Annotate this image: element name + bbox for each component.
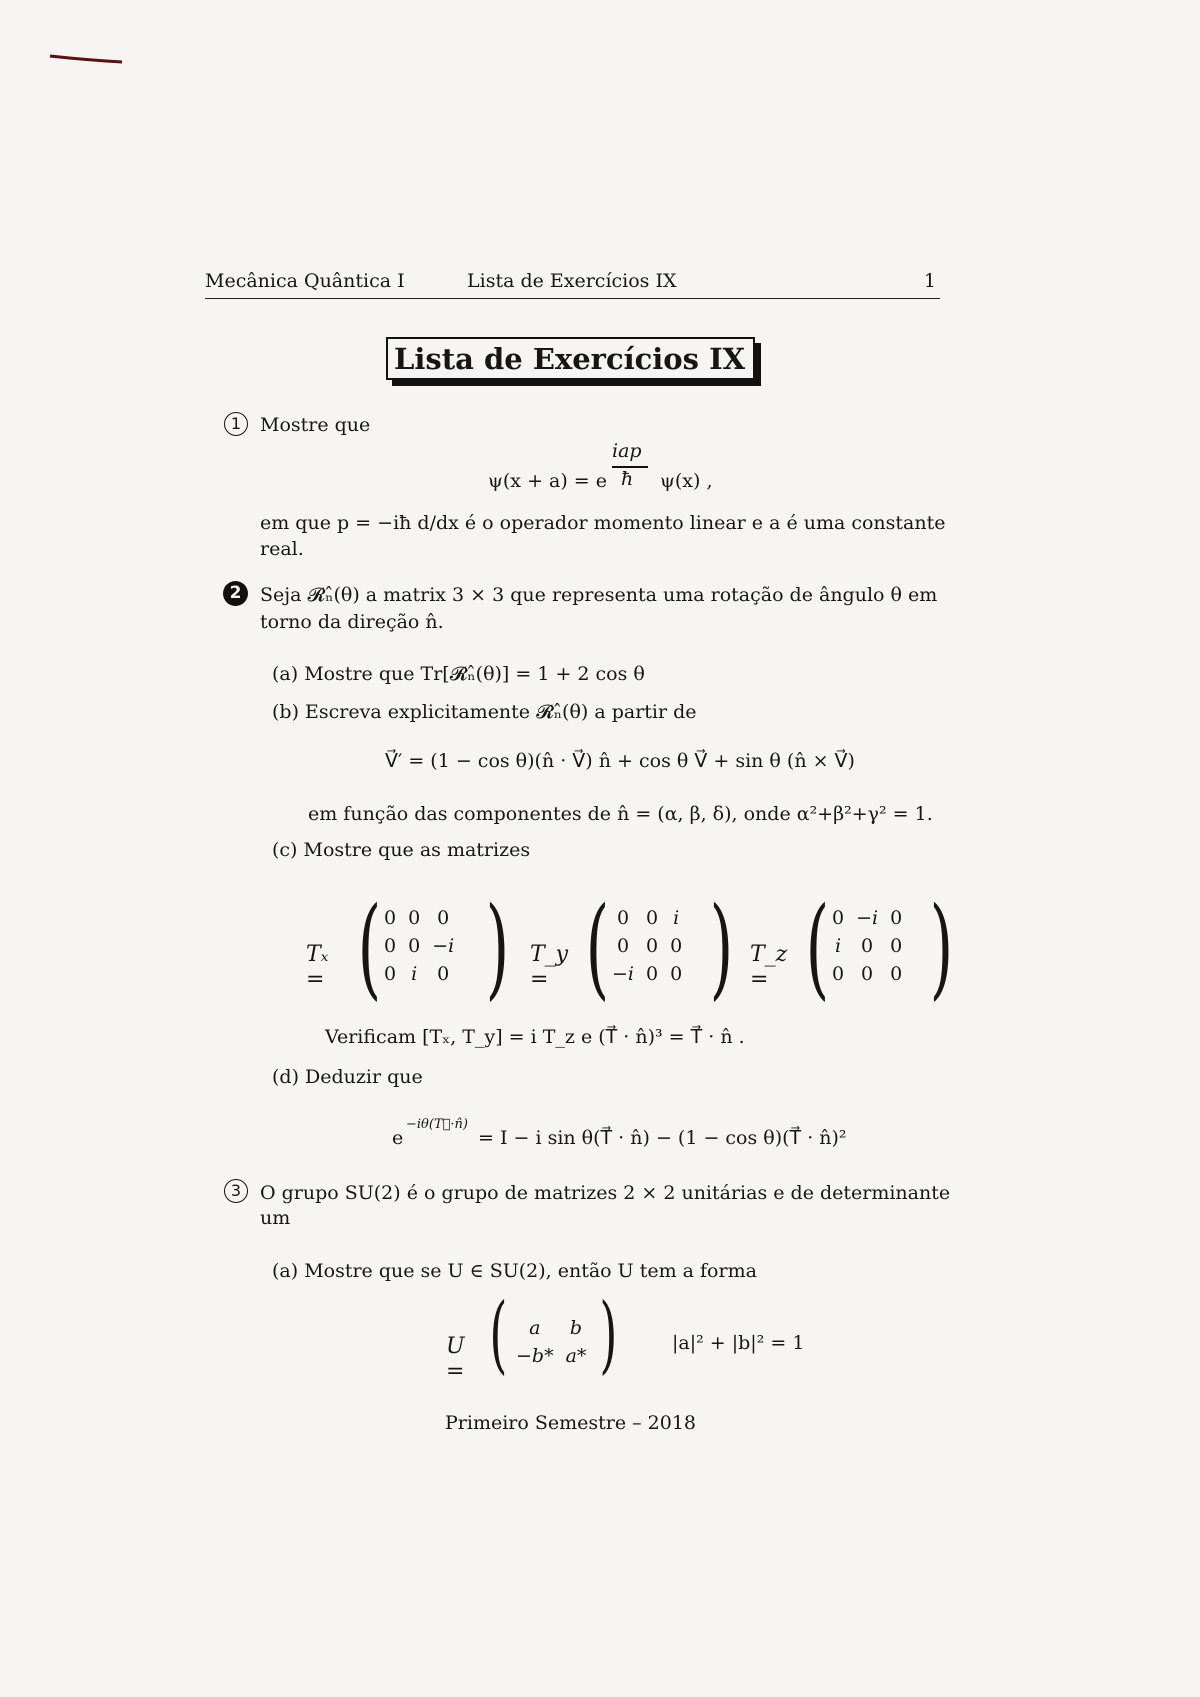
problem-2-rotation-formula: V⃗′ = (1 − cos θ)(n̂ · V⃗) n̂ + cos θ V⃗ + sin θ (n̂ × V⃗)	[385, 750, 855, 772]
pen-mark	[48, 52, 124, 66]
matrix-cell: 0	[890, 935, 903, 957]
matrix-cell: 0	[890, 907, 903, 929]
matrix-cell: 0	[646, 935, 659, 957]
matrix-cell: 0	[437, 907, 450, 929]
matrix-cell: a*	[565, 1345, 587, 1367]
matrix-Tz-right-paren: )	[929, 883, 954, 1011]
matrix-U-label: U =	[446, 1334, 465, 1384]
matrix-cell: −b*	[516, 1345, 554, 1367]
matrix-cell: a	[529, 1317, 541, 1339]
problem-2-exp-power: −iθ(T⃗·n̂)	[406, 1117, 468, 1132]
problem-1-number: 1	[224, 412, 248, 436]
page-footer: Primeiro Semestre – 2018	[445, 1412, 697, 1434]
problem-2-exp-base: e	[392, 1127, 404, 1149]
matrix-cell: b	[569, 1317, 583, 1339]
matrix-cell: i	[673, 907, 680, 929]
header-course: Mecânica Quântica I	[205, 270, 405, 292]
problem-2-exp-formula: = I − i sin θ(T⃗ · n̂) − (1 − cos θ)(T⃗ · n̂)²	[478, 1127, 847, 1149]
problem-3-number: 3	[224, 1179, 248, 1203]
problem-1-text-line2: real.	[260, 538, 304, 560]
matrix-cell: 0	[670, 935, 683, 957]
problem-3-line2: um	[260, 1207, 291, 1229]
problem-3-unit-condition: |a|² + |b|² = 1	[672, 1332, 805, 1354]
matrix-cell: 0	[670, 963, 683, 985]
matrix-Tz-grid	[826, 904, 908, 988]
matrix-cell: i	[835, 935, 842, 957]
matrix-cell: 0	[384, 963, 397, 985]
matrix-U-right-paren: )	[599, 1285, 618, 1383]
matrix-cell: 0	[616, 935, 630, 957]
matrix-Tx-left-paren: (	[357, 883, 382, 1011]
matrix-cell: 0	[616, 907, 630, 929]
matrix-Tx-label: Tₓ =	[306, 942, 329, 992]
page-header	[205, 266, 940, 299]
matrix-Ty-label: T_y =	[530, 942, 569, 992]
problem-3-line1: O grupo SU(2) é o grupo de matrizes 2 × 2 unitárias e de determinante	[260, 1182, 951, 1204]
problem-3-item-a: (a) Mostre que se U ∈ SU(2), então U tem a forma	[272, 1260, 757, 1282]
problem-2-line2: torno da direção n̂.	[260, 611, 444, 633]
matrix-U-grid	[510, 1314, 592, 1370]
problem-1-text-line1: em que p = −iħ d/dx é o operador momento linear e a é uma constante	[260, 512, 946, 534]
matrix-U-left-paren: (	[489, 1285, 508, 1383]
matrix-cell: 0	[384, 907, 397, 929]
matrix-cell: 0	[437, 963, 450, 985]
matrix-Tz-left-paren: (	[805, 883, 830, 1011]
problem-1-eq-left: ψ(x + a) = e	[488, 470, 608, 492]
problem-2-item-a: (a) Mostre que Tr[𝓡ₙ̂(θ)] = 1 + 2 cos θ	[272, 663, 645, 685]
page-title: Lista de Exercícios IX	[386, 337, 755, 380]
problem-2-item-b-text: em função das componentes de n̂ = (α, β, δ), onde α²+β²+γ² = 1.	[308, 803, 933, 825]
matrix-cell: 0	[408, 935, 421, 957]
problem-2-item-b: (b) Escreva explicitamente 𝓡ₙ̂(θ) a partir de	[272, 701, 697, 723]
matrix-Tx-grid	[378, 904, 460, 988]
problem-2-verify: Verificam [Tₓ, T_y] = i T_z e (T⃗ · n̂)³ = T⃗ · n̂ .	[325, 1026, 745, 1048]
matrix-Ty-grid	[606, 904, 688, 988]
header-list-title: Lista de Exercícios IX	[467, 270, 677, 292]
matrix-cell: 0	[890, 963, 903, 985]
matrix-Tz-label: T_z =	[750, 942, 788, 992]
matrix-cell: 0	[646, 907, 659, 929]
matrix-cell: −i	[856, 907, 879, 929]
problem-2-line1: Seja 𝓡ₙ̂(θ) a matrix 3 × 3 que representa uma rotação de ângulo θ em	[260, 584, 938, 606]
matrix-cell: 0	[408, 907, 421, 929]
problem-2-item-d: (d) Deduzir que	[272, 1066, 423, 1088]
problem-1-exponent-top: iap	[612, 440, 642, 462]
problem-1-eq-right: ψ(x) ,	[660, 470, 713, 492]
matrix-cell: i	[411, 963, 418, 985]
matrix-Ty-left-paren: (	[585, 883, 610, 1011]
problem-1-exponent-bottom: ħ	[621, 468, 634, 490]
matrix-Tx-right-paren: )	[485, 883, 510, 1011]
problem-2-number: 2	[223, 581, 248, 606]
matrix-cell: −i	[612, 963, 634, 985]
problem-2-item-c: (c) Mostre que as matrizes	[272, 839, 531, 861]
matrix-cell: −i	[432, 935, 455, 957]
matrix-cell: 0	[832, 907, 845, 929]
matrix-cell: 0	[832, 963, 845, 985]
matrix-cell: 0	[861, 935, 874, 957]
problem-1-intro: Mostre que	[260, 414, 371, 436]
matrix-Ty-right-paren: )	[709, 883, 734, 1011]
matrix-cell: 0	[384, 935, 397, 957]
matrix-cell: 0	[646, 963, 659, 985]
header-page-number: 1	[923, 270, 936, 292]
matrix-cell: 0	[861, 963, 874, 985]
